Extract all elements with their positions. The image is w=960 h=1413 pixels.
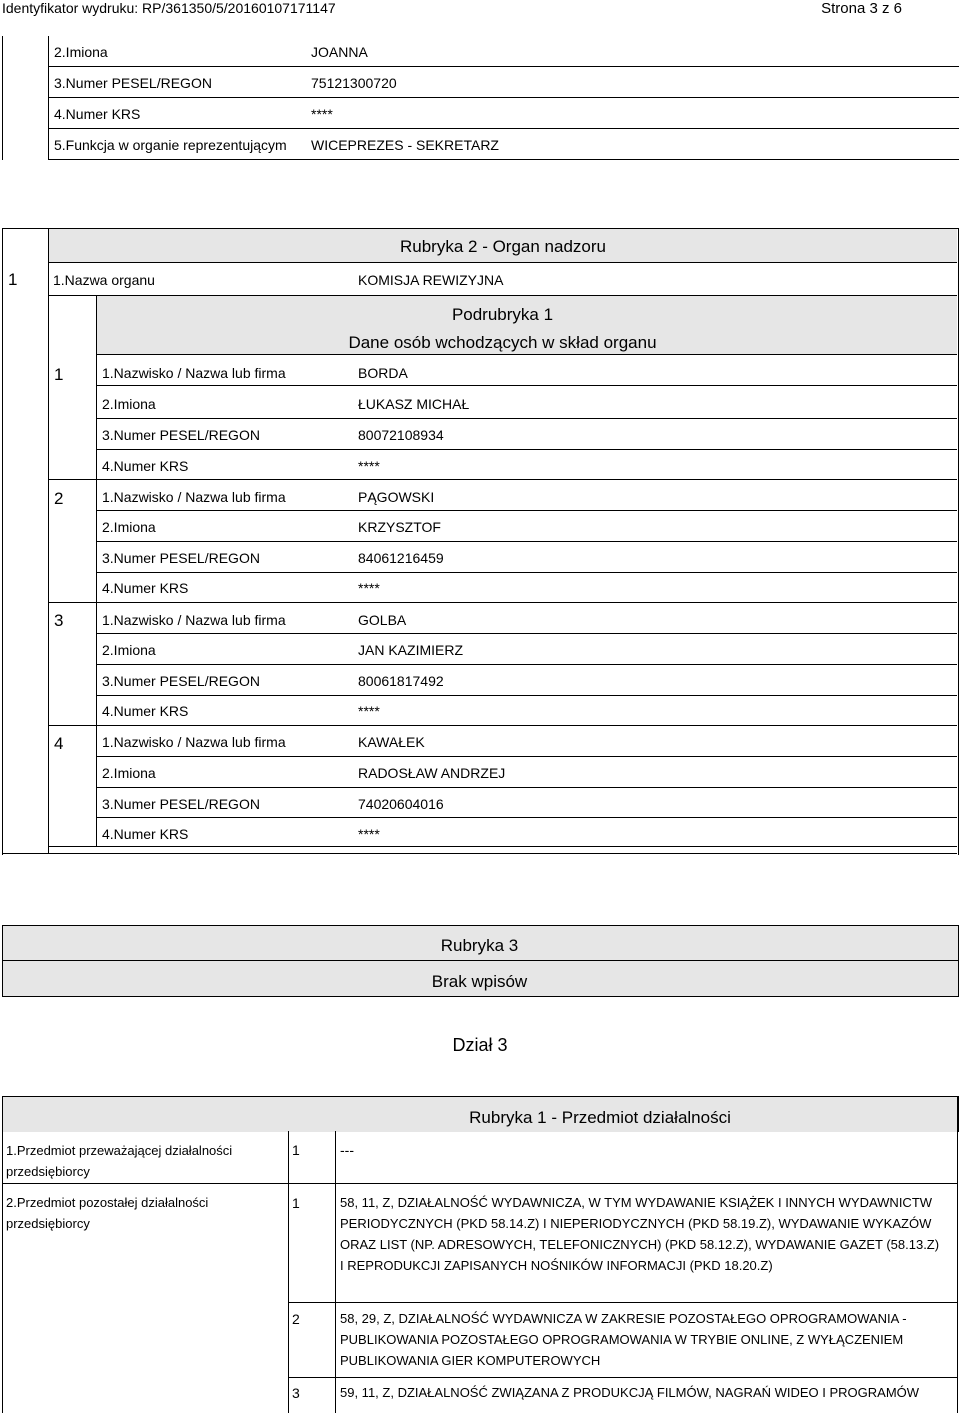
- section-title: Rubryka 3: [440, 936, 519, 955]
- divider: [49, 725, 957, 726]
- field-label: 1.Przedmiot przeważającej działalności przedsiębiorcy: [6, 1143, 233, 1179]
- field-label: 3.Numer PESEL/REGON: [102, 796, 260, 812]
- field-value: ŁUKASZ MICHAŁ: [358, 396, 470, 412]
- field-value: KAWAŁEK: [358, 734, 425, 750]
- person-index: 2: [54, 489, 64, 508]
- field-label: 3.Numer PESEL/REGON: [102, 673, 260, 689]
- table-row: [48, 129, 959, 160]
- field-value: ---: [340, 1142, 354, 1158]
- field-value: BORDA: [358, 365, 408, 381]
- field-label: 2.Imiona: [102, 396, 156, 412]
- divider: [49, 602, 957, 603]
- field-value: RADOSŁAW ANDRZEJ: [358, 765, 506, 781]
- field-label: 4.Numer KRS: [102, 580, 189, 596]
- divider: [288, 1377, 957, 1378]
- item-index: 2: [292, 1311, 300, 1327]
- division-title: Dział 3: [452, 1035, 508, 1055]
- column-border: [335, 1131, 336, 1413]
- field-label: 5.Funkcja w organie reprezentującym: [54, 137, 287, 153]
- divider: [96, 756, 957, 757]
- item-index: 1: [292, 1142, 300, 1158]
- divider: [96, 572, 957, 573]
- field-label: 2.Imiona: [102, 519, 156, 535]
- field-label: 1.Nazwa organu: [53, 272, 155, 288]
- section-title: Rubryka 1 - Przedmiot działalności: [469, 1108, 731, 1127]
- field-value: GOLBA: [358, 612, 407, 628]
- field-value: 80061817492: [358, 673, 444, 689]
- field-value: 74020604016: [358, 796, 444, 812]
- table-row: [48, 36, 959, 67]
- field-label: 3.Numer PESEL/REGON: [54, 75, 212, 91]
- field-label: 4.Numer KRS: [102, 703, 189, 719]
- field-label: 3.Numer PESEL/REGON: [102, 427, 260, 443]
- podrubryka-border: [96, 296, 97, 846]
- field-value: 84061216459: [358, 550, 444, 566]
- divider: [96, 354, 957, 355]
- field-label: 3.Numer PESEL/REGON: [102, 550, 260, 566]
- field-label: 1.Nazwisko / Nazwa lub firma: [102, 734, 286, 750]
- person-index: 4: [54, 734, 64, 753]
- page-number: Strona 3 z 6: [821, 0, 902, 17]
- field-value: KRZYSZTOF: [358, 519, 441, 535]
- field-label: 4.Numer KRS: [102, 826, 189, 842]
- divider: [96, 817, 957, 818]
- field-label: 1.Nazwisko / Nazwa lub firma: [102, 365, 286, 381]
- person-index: 3: [54, 611, 64, 630]
- field-value: WICEPREZES - SEKRETARZ: [311, 137, 499, 153]
- print-identifier: Identyfikator wydruku: RP/361350/5/20160107171147: [2, 0, 336, 16]
- field-label: 1.Nazwisko / Nazwa lub firma: [102, 489, 286, 505]
- inner-border: [48, 229, 49, 854]
- section-title: Rubryka 2 - Organ nadzoru: [400, 237, 606, 256]
- divider: [96, 787, 957, 788]
- subsection-title: Podrubryka 1: [451, 305, 554, 324]
- divider: [49, 479, 957, 480]
- field-value: ****: [311, 106, 333, 122]
- field-label: 2.Przedmiot pozostałej działalności przedsiębiorcy: [6, 1195, 209, 1231]
- subsection-subtitle: Dane osób wchodzących w skład organu: [348, 333, 657, 352]
- field-value: ****: [358, 458, 380, 474]
- field-label: 4.Numer KRS: [54, 106, 141, 122]
- field-value: 80072108934: [358, 427, 444, 443]
- item-index: 3: [292, 1385, 300, 1401]
- row-index: 1: [8, 270, 18, 289]
- column-border: [288, 1131, 289, 1413]
- field-label: 2.Imiona: [102, 642, 156, 658]
- field-value: JOANNA: [311, 44, 368, 60]
- divider: [96, 633, 957, 634]
- divider: [49, 846, 957, 847]
- field-value: 75121300720: [311, 75, 397, 91]
- item-index: 1: [292, 1195, 300, 1211]
- divider: [2, 1183, 957, 1184]
- person-index: 1: [54, 365, 64, 384]
- left-border: [2, 36, 3, 160]
- field-label: 2.Imiona: [102, 765, 156, 781]
- field-value: ****: [358, 826, 380, 842]
- divider: [96, 695, 957, 696]
- table-row: [49, 262, 957, 296]
- divider: [2, 960, 959, 961]
- divider: [288, 1302, 957, 1303]
- field-value: KOMISJA REWIZYJNA: [358, 272, 504, 288]
- page-header: [0, 0, 960, 16]
- field-value: JAN KAZIMIERZ: [358, 642, 464, 658]
- field-value: PĄGOWSKI: [358, 489, 435, 505]
- divider: [96, 449, 957, 450]
- field-label: 2.Imiona: [54, 44, 108, 60]
- divider: [96, 541, 957, 542]
- divider: [96, 385, 957, 386]
- activity-description: 58, 11, Z, DZIAŁALNOŚĆ WYDAWNICZA, W TYM WYDAWANIE KSIĄŻEK I INNYCH WYDAWNICTW PERIODYCZNYCH (PKD 58.14.Z) I NIEPERIODYCZNYCH (PKD 58.19.Z), WYDAWANIE WYKAZÓW ORAZ LIST (NP. ADRESOWYCH, TELEFONICZNYCH) (PKD 58.12.Z), WYDAWANIE GAZET (58.13.Z) I REPRODUKCJI ZAPISANYCH NOŚNIKÓW INFORMACJI (PKD 18.20.Z): [340, 1195, 940, 1273]
- right-border: [957, 1096, 958, 1413]
- activity-description: 58, 29, Z, DZIAŁALNOŚĆ WYDAWNICZA W ZAKRESIE POZOSTAŁEGO OPROGRAMOWANIA - PUBLIKOWANIA POZOSTAŁEGO OPROGRAMOWANIA W TRYBIE ONLINE, Z WYŁĄCZENIEM PUBLIKOWANIA GIER KOMPUTEROWYCH: [340, 1311, 907, 1368]
- divider: [96, 418, 957, 419]
- activity-description: 59, 11, Z, DZIAŁALNOŚĆ ZWIĄZANA Z PRODUKCJĄ FILMÓW, NAGRAŃ WIDEO I PROGRAMÓW: [340, 1385, 920, 1400]
- field-value: ****: [358, 703, 380, 719]
- divider: [2, 853, 957, 854]
- section-subtitle: Brak wpisów: [431, 972, 528, 991]
- field-label: 4.Numer KRS: [102, 458, 189, 474]
- table-row: [48, 67, 959, 98]
- table-row: [48, 98, 959, 129]
- field-value: ****: [358, 580, 380, 596]
- field-label: 1.Nazwisko / Nazwa lub firma: [102, 612, 286, 628]
- left-border: [2, 1096, 3, 1413]
- divider: [96, 664, 957, 665]
- divider: [96, 510, 957, 511]
